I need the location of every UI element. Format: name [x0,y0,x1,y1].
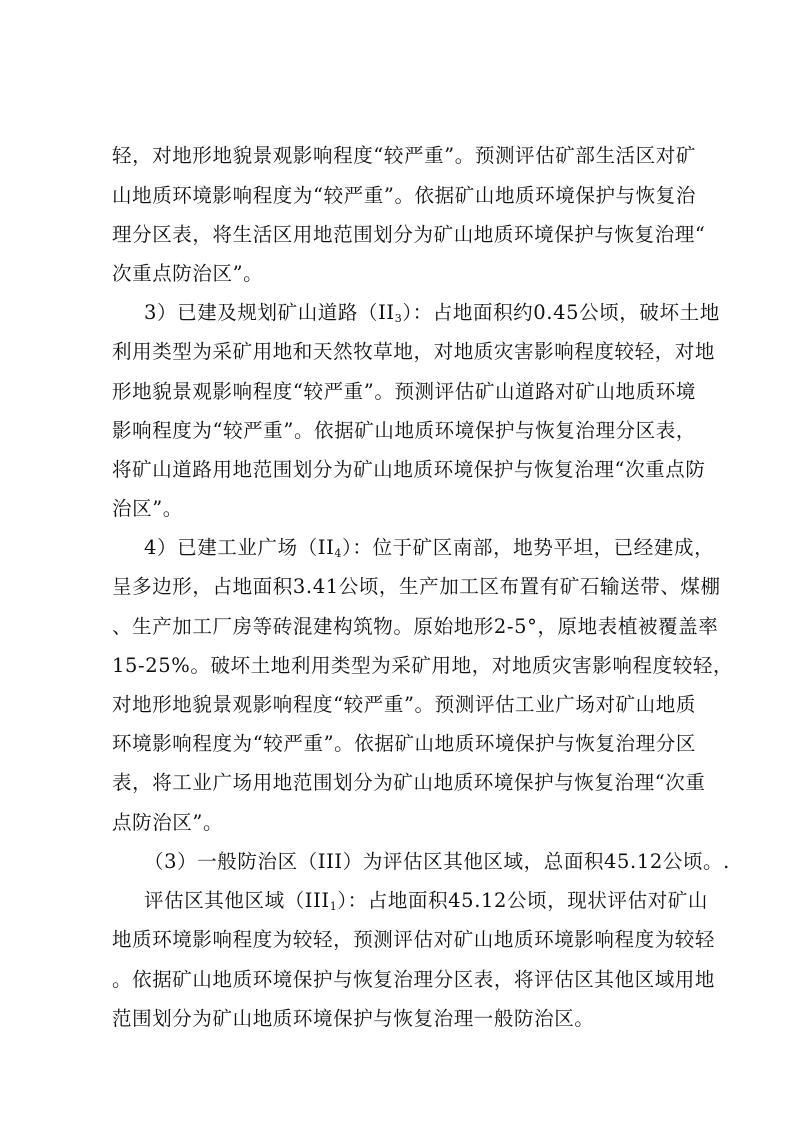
paragraph-line: 对地形地貌景观影响程度“较严重”。预测评估工业广场对矿山地质 [112,693,696,716]
item-4-first-rest: ）：位于矿区南部，地势平坦，已经建成， [342,536,715,559]
paragraph-line: 形地貌景观影响程度“较严重”。预测评估矿山道路对矿山地质环境 [112,380,696,403]
general-prefix: 评估区其他区域（III [144,889,330,912]
item-4-prefix: 4）已建工业广场（II [144,536,335,559]
paragraph-line: 山地质环境影响程度为“较严重”。依据矿山地质环境保护与恢复治 [112,184,696,207]
item-4-subscript: 4 [334,547,343,560]
item-3-first-line [144,301,720,331]
general-first-rest: ）：占地面积45.12公顷，现状评估对矿山 [337,889,709,912]
section-heading: （3）一般防治区（III）为评估区其他区域，总面积45.12公顷。. [144,850,730,873]
item-3-first-rest: ）：占地面积约0.45公顷，破坏土地 [402,301,720,324]
item-4-first-line [144,536,714,566]
general-subscript: 1 [329,900,338,913]
paragraph-line: 。依据矿山地质环境保护与恢复治理分区表，将评估区其他区域用地 [112,968,716,991]
paragraph-line: 表，将工业广场用地范围划分为矿山地质环境保护与恢复治理“次重 [112,771,706,794]
paragraph-line: 点防治区”。 [112,811,224,834]
paragraph-line: 次重点防治区”。 [112,262,264,285]
item-3-prefix: 3）已建及规划矿山道路（II [144,301,395,324]
paragraph-line: 轻，对地形地貌景观影响程度“较严重”。预测评估矿部生活区对矿 [112,144,696,167]
paragraph-line: 地质环境影响程度为较轻，预测评估对矿山地质环境影响程度为较轻 [112,928,716,951]
paragraph-line: 影响程度为“较严重”。依据矿山地质环境保护与恢复治理分区表， [112,419,696,442]
paragraph-line: 、生产加工厂房等砖混建构筑物。原始地形2-5°，原地表植被覆盖率 [112,615,719,638]
paragraph-line: 利用类型为采矿用地和天然牧草地，对地质灾害影响程度较轻，对地 [112,340,716,363]
paragraph-line: 范围划分为矿山地质环境保护与恢复治理一般防治区。 [112,1007,595,1030]
paragraph-line: 治区”。 [112,497,183,520]
paragraph-line: 呈多边形，占地面积3.41公顷，生产加工区布置有矿石输送带、煤棚 [112,575,721,598]
paragraph-line: 理分区表，将生活区用地范围划分为矿山地质环境保护与恢复治理“ [112,223,706,246]
general-first-line [144,889,708,919]
paragraph-line: 15-25%。破坏土地利用类型为采矿用地，对地质灾害影响程度较轻， [112,654,734,677]
paragraph-line: 环境影响程度为“较严重”。依据矿山地质环境保护与恢复治理分区 [112,732,696,755]
paragraph-line: 将矿山道路用地范围划分为矿山地质环境保护与恢复治理“次重点防 [112,458,706,481]
item-3-subscript: 3 [394,312,403,325]
